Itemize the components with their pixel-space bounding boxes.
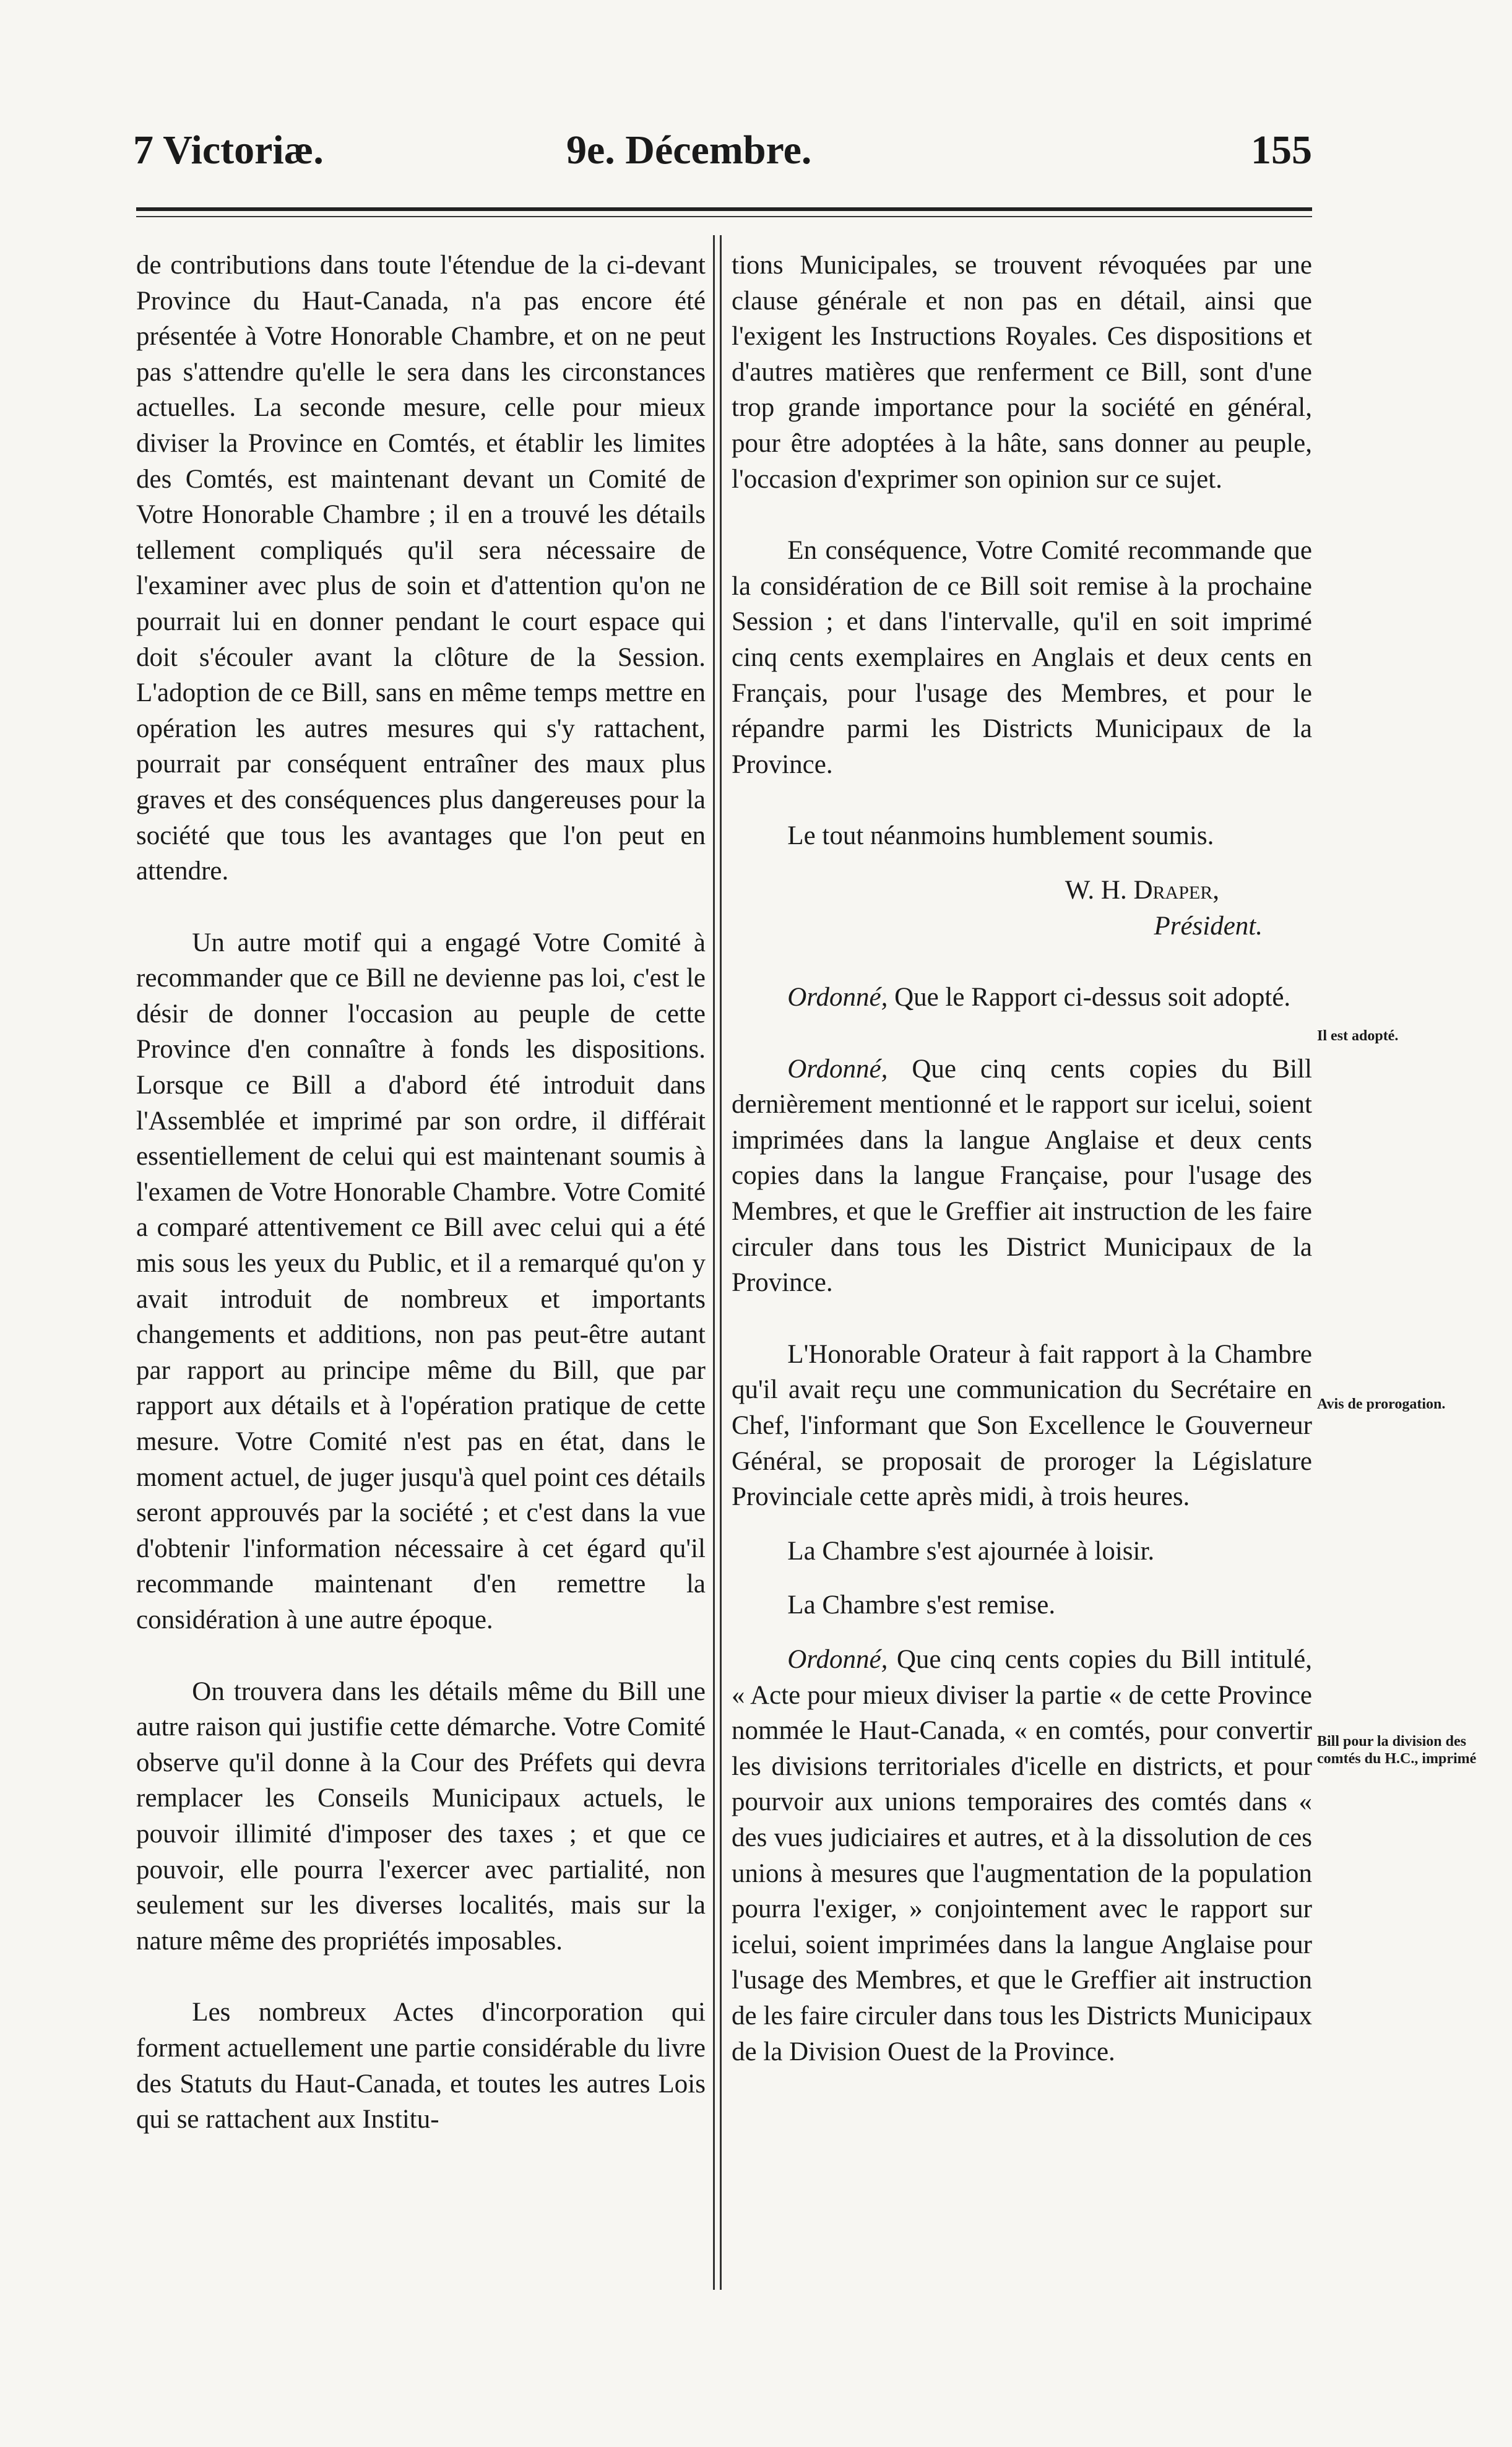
right-column (732, 248, 1312, 2069)
margin-note-prorogation: Avis de prorogation. (1317, 1396, 1446, 1412)
left-column (136, 248, 706, 2138)
order-text: Que cinq cents copies du Bill dernièrement mentionné et le rapport sur icelui, soient imprimées dans la langue Anglaise et deux cents copies dans la langue Française, pour l'usage des Membres, et que le Greffier ait instruction de les faire circuler dans tous les District Municipaux de la Province. (732, 1054, 1312, 1298)
order-text: Que le Rapport ci-dessus soit adopté. (888, 983, 1291, 1012)
column-divider-right (720, 235, 722, 2290)
paragraph: Les nombreux Actes d'incorporation qui forment actuellement une partie considérable du livre des Statuts du Haut-Canada, et toutes les autres Lois qui se rattachent aux Institu- (136, 1998, 706, 2134)
header-date: 9e. Décembre. (566, 127, 812, 173)
paragraph (732, 1051, 1312, 1301)
paragraph: En conséquence, Votre Comité recommande que la considération de ce Bill soit remise à la prochaine Session ; et dans l'intervalle, qu'il en soit imprimé cinq cents exemplaires en Anglais et deux cents en Français, pour l'usage des Membres, et pour le répandre parmi les Districts Municipaux de la Province. (732, 536, 1312, 779)
margin-note-bill-printed: Bill pour la division des comtés du H.C., imprimé (1317, 1733, 1477, 1767)
paragraph: L'Honorable Orateur à fait rapport à la Chambre qu'il avait reçu une communication du Secrétaire en Chef, l'informant que Son Excellence le Gouverneur Général, se proposait de proroger la Législature Provinciale cette après midi, à trois heures. (732, 1339, 1312, 1512)
order-lead: Ordonné, (787, 983, 888, 1012)
order-lead: Ordonné, (787, 1054, 888, 1084)
order-lead: Ordonné, (787, 1645, 888, 1674)
order-text: Que cinq cents copies du Bill intitulé, « Acte pour mieux diviser la partie « de cette Province nommée le Haut-Canada, « en comtés, pour convertir les divisions territoriales d'icelle en districts, et pour pourvoir aux unions temporaires des comtés dans « des vues judiciaires et autres, et à la dissolution de ces unions à mesures que l'augmentation de la population pourra l'exiger, » conjointement avec le rapport sur icelui, soient imprimées dans la langue Anglaise pour l'usage des Membres, et que le Greffier ait instruction de les faire circuler dans tous les Districts Municipaux de la Division Ouest de la Province. (732, 1645, 1312, 2066)
paragraph: tions Municipales, se trouvent révoquées par une clause générale et non pas en détail, ainsi que l'exigent les Instructions Royales. Ces dispositions et d'autres matières que renferment ce Bill, sont d'une trop grande importance pour la société en général, pour être adoptées à la hâte, sans donner au peuple, l'occasion d'exprimer son opinion sur ce sujet. (732, 251, 1312, 494)
margin-note-adopted: Il est adopté. (1317, 1028, 1399, 1044)
paragraph: de contributions dans toute l'étendue de la ci-devant Province du Haut-Canada, n'a pas encore été présentée à Votre Honorable Chambre, et on ne peut pas s'attendre qu'elle le sera dans les circonstances actuelles. La seconde mesure, celle pour mieux diviser la Province en Comtés, et établir les limites des Comtés, est maintenant devant un Comité de Votre Honorable Chambre ; il en a trouvé les détails tellement compliqués qu'il sera nécessaire de l'examiner avec plus de soin et d'attention qu'on ne pourrait lui en donner pendant le court espace qui doit s'écouler avant la clôture de la Session. L'adoption de ce Bill, sans en même temps mettre en opération les autres mesures qui s'y rattachent, pourrait par conséquent entraîner des maux plus graves et des conséquences plus dangereuses pour la société que tous les avantages que l'on peut en attendre. (136, 251, 706, 886)
paragraph (732, 1642, 1312, 2069)
signature-title: Président. (1154, 911, 1263, 941)
running-header (133, 127, 1312, 189)
paragraph: La Chambre s'est remise. (787, 1590, 1056, 1620)
paragraph: On trouvera dans les détails même du Bill une autre raison qui justifie cette démarche. Votre Comité observe qu'il donne à la Cour des Préfets qui devra remplacer les Conseils Municipaux actuels, le pouvoir illimité d'imposer des taxes ; et que ce pouvoir, elle pourra l'exercer avec partialité, non seulement sur les diverses localités, mais sur la nature même des propriétés imposables. (136, 1677, 706, 1956)
header-regnal-year: 7 Victoriæ. (133, 127, 324, 173)
header-rule-thin (136, 216, 1312, 217)
column-divider-left (713, 235, 715, 2290)
paragraph: La Chambre s'est ajournée à loisir. (787, 1536, 1155, 1566)
paragraph: Un autre motif qui a engagé Votre Comité à recommander que ce Bill ne devienne pas loi, c'est le désir de donner l'occasion au peuple de cette Province d'en connaître à fonds les dispositions. Lorsque ce Bill a d'abord été introduit dans l'Assemblée et imprimé par son ordre, il différait essentiellement de celui qui est maintenant soumis à l'examen de Votre Honorable Chambre. Votre Comité a comparé attentivement ce Bill avec celui qui a été mis sous les yeux du Public, et il a remarqué qu'on y avait introduit de nombreux et importants changements et additions, non pas peut-être autant par rapport au principe même du Bill, que par rapport aux détails et à l'opération pratique de cette mesure. Votre Comité n'est pas en état, dans le moment actuel, de juger jusqu'à quel point ces détails seront approuvés par la société ; et c'est dans la vue d'obtenir l'information nécessaire à cet égard qu'il recommande maintenant d'en remettre la considération à une autre époque. (136, 928, 706, 1634)
paragraph: Le tout néanmoins humblement soumis. (787, 821, 1214, 851)
paragraph (732, 980, 1312, 1016)
signature-name: W. H. Draper, (1065, 875, 1219, 905)
page-number: 155 (1251, 127, 1312, 173)
header-rule-thick (136, 207, 1312, 211)
